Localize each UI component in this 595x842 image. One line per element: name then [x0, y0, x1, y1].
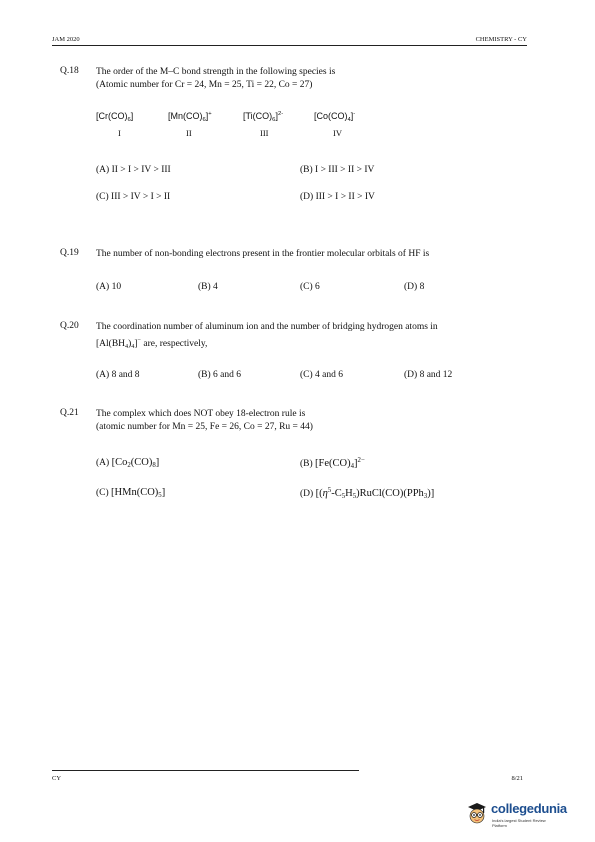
q21-number: Q.21: [60, 408, 79, 418]
collegedunia-logo: [466, 797, 567, 831]
logo-tagline: India's largest Student Review Platform: [492, 818, 546, 828]
q21-option-a: (A) $[Co_2(CO)_8]$: [96, 457, 160, 469]
q19-text: The number of non-bonding electrons present in the frontier molecular orbitals of HF is: [96, 249, 430, 259]
q18-text: The order of the M–C bond strength in the following species is: [96, 67, 336, 77]
q18-species-2: $[Mn(CO)_6]^+$: [168, 111, 212, 123]
footer-page-number: 8/21: [511, 775, 523, 782]
q19-option-b: (B) 4: [198, 282, 218, 292]
header-rule: [52, 45, 527, 46]
q18-option-c: (C) III > IV > I > II: [96, 192, 171, 202]
q20-option-a: (A) 8 and 8: [96, 370, 140, 380]
q21-atomic-numbers: (atomic number for Mn = 25, Fe = 26, Co = 27, Ru = 44): [96, 422, 313, 432]
graduate-mascot-icon: [466, 801, 488, 825]
header-subject: CHEMISTRY - CY: [475, 36, 527, 43]
q20-text: The coordination number of aluminum ion and the number of bridging hydrogen atoms in: [96, 322, 438, 332]
q20-formula-line: $[Al(BH_4)_4]^-$ are, respectively,: [96, 338, 208, 350]
q18-label-4: IV: [333, 128, 342, 138]
q20-option-d: (D) 8 and 12: [404, 370, 453, 380]
footer-rule: [52, 770, 359, 771]
q18-species-1: $[Cr(CO)_6]$: [96, 111, 134, 123]
q19-option-a: (A) 10: [96, 282, 122, 292]
q19-number: Q.19: [60, 248, 79, 258]
q20-option-c: (C) 4 and 6: [300, 370, 344, 380]
q18-species-3: $[Ti(CO)_6]^{2-}$: [243, 111, 284, 123]
q21-text: The complex which does NOT obey 18-electron rule is: [96, 409, 306, 419]
logo-brand-text: collegedunia: [491, 801, 567, 816]
q18-option-b: (B) I > III > II > IV: [300, 165, 375, 175]
q21-option-c: (C) $[HMn(CO)_5]$: [96, 487, 166, 499]
q18-species-4: $[Co(CO)_4]^-$: [314, 111, 356, 123]
q18-label-1: I: [118, 128, 121, 138]
q18-number: Q.18: [60, 66, 79, 76]
q20-option-b: (B) 6 and 6: [198, 370, 242, 380]
q21-option-b: (B) $[Fe(CO)_4]^{2-}$: [300, 457, 365, 470]
q18-option-a: (A) II > I > IV > III: [96, 165, 171, 175]
q20-number: Q.20: [60, 321, 79, 331]
q19-option-d: (D) 8: [404, 282, 425, 292]
q18-option-d: (D) III > I > II > IV: [300, 192, 375, 202]
q18-label-3: III: [260, 128, 269, 138]
header-exam-name: JAM 2020: [52, 36, 80, 43]
q18-label-2: II: [186, 128, 192, 138]
footer-paper-code: CY: [52, 775, 62, 782]
q19-option-c: (C) 6: [300, 282, 320, 292]
q21-option-d: (D) $[(\eta^5-C_5H_5)RuCl(CO)(PPh_3)]$: [300, 487, 435, 500]
q18-atomic-numbers: (Atomic number for Cr = 24, Mn = 25, Ti = 22, Co = 27): [96, 80, 313, 90]
